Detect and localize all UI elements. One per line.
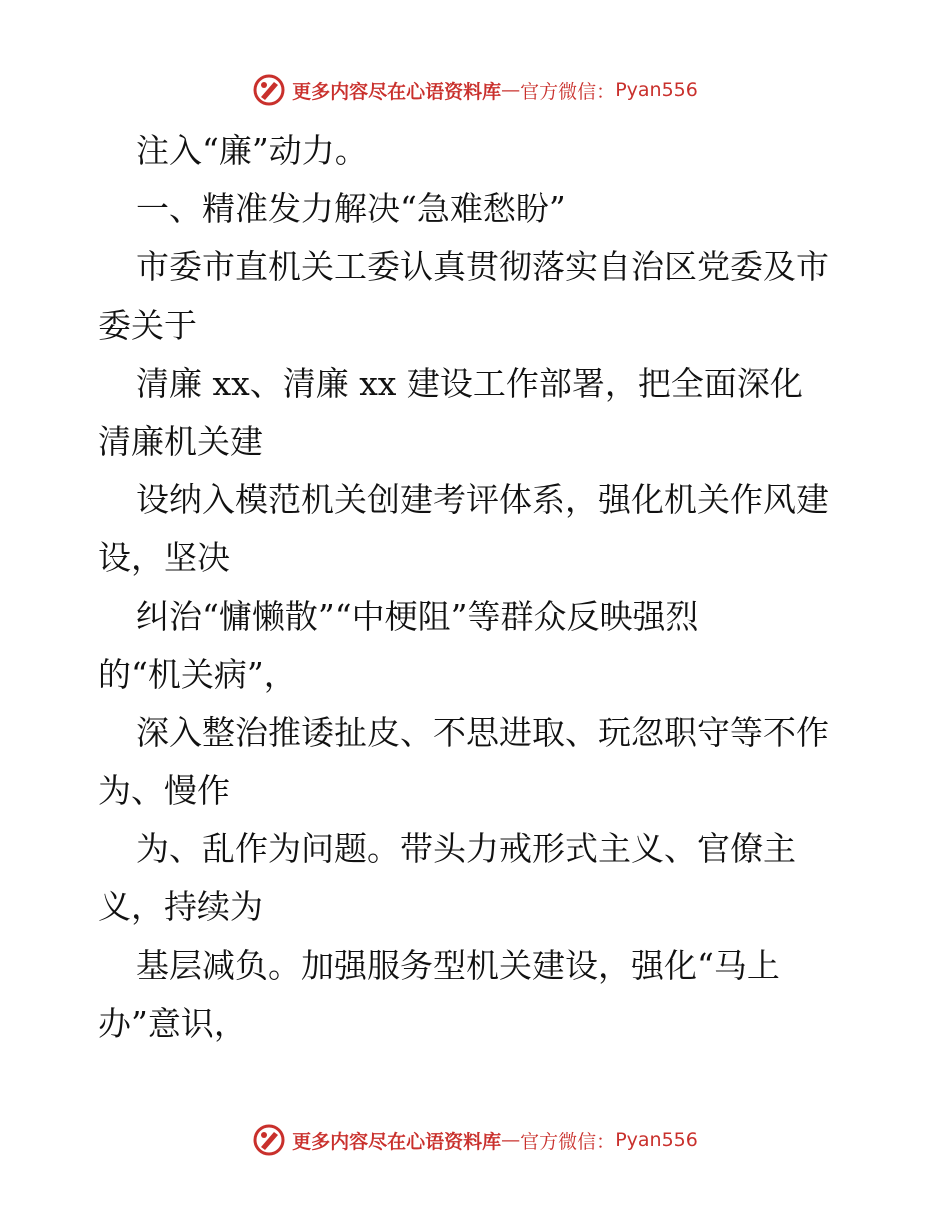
body-text bbox=[98, 122, 878, 1053]
header-banner bbox=[0, 70, 950, 110]
banner-wechat-id: Pyan556 bbox=[615, 1129, 698, 1151]
footer-banner bbox=[0, 1120, 950, 1160]
brand-logo-icon bbox=[252, 1123, 286, 1157]
text-line: 深入整治推诿扯皮、不思进取、玩忽职守等不作 bbox=[136, 712, 829, 752]
text-line: 委关于 bbox=[98, 305, 197, 345]
section-heading: 一、精准发力解决“急难愁盼” bbox=[136, 189, 566, 229]
text-line: 市委市直机关工委认真贯彻落实自治区党委及市 bbox=[136, 247, 829, 287]
text-line: 设，坚决 bbox=[98, 538, 230, 578]
banner-main-text: 更多内容尽在心语资料库 bbox=[292, 1130, 502, 1153]
text-line: 清廉机关建 bbox=[98, 421, 263, 461]
banner-wechat-label: 官方微信： bbox=[520, 80, 616, 103]
text-line: 注入“廉”动力。 bbox=[136, 131, 368, 170]
banner-separator: — bbox=[501, 79, 521, 101]
text-line: 办”意识， bbox=[98, 1003, 247, 1043]
brand-logo-icon bbox=[252, 73, 286, 107]
text-line: 为、慢作 bbox=[98, 771, 230, 811]
text-line: 为、乱作为问题。带头力戒形式主义、官僚主 bbox=[136, 829, 796, 869]
text-line: 义，持续为 bbox=[98, 887, 263, 927]
banner-wechat-label: 官方微信： bbox=[520, 1130, 616, 1153]
text-line: 清廉 xx、清廉 xx 建设工作部署，把全面深化 bbox=[136, 363, 803, 403]
text-line: 基层减负。加强服务型机关建设，强化“马上 bbox=[136, 945, 780, 985]
text-line: 设纳入模范机关创建考评体系，强化机关作风建 bbox=[136, 480, 829, 520]
banner-main-text: 更多内容尽在心语资料库 bbox=[292, 80, 502, 103]
banner-wechat-id: Pyan556 bbox=[615, 79, 698, 101]
text-line: 纠治“慵懒散”“中梗阻”等群众反映强烈 bbox=[136, 596, 699, 636]
banner-separator: — bbox=[501, 1129, 521, 1151]
text-line: 的“机关病”， bbox=[98, 654, 297, 694]
